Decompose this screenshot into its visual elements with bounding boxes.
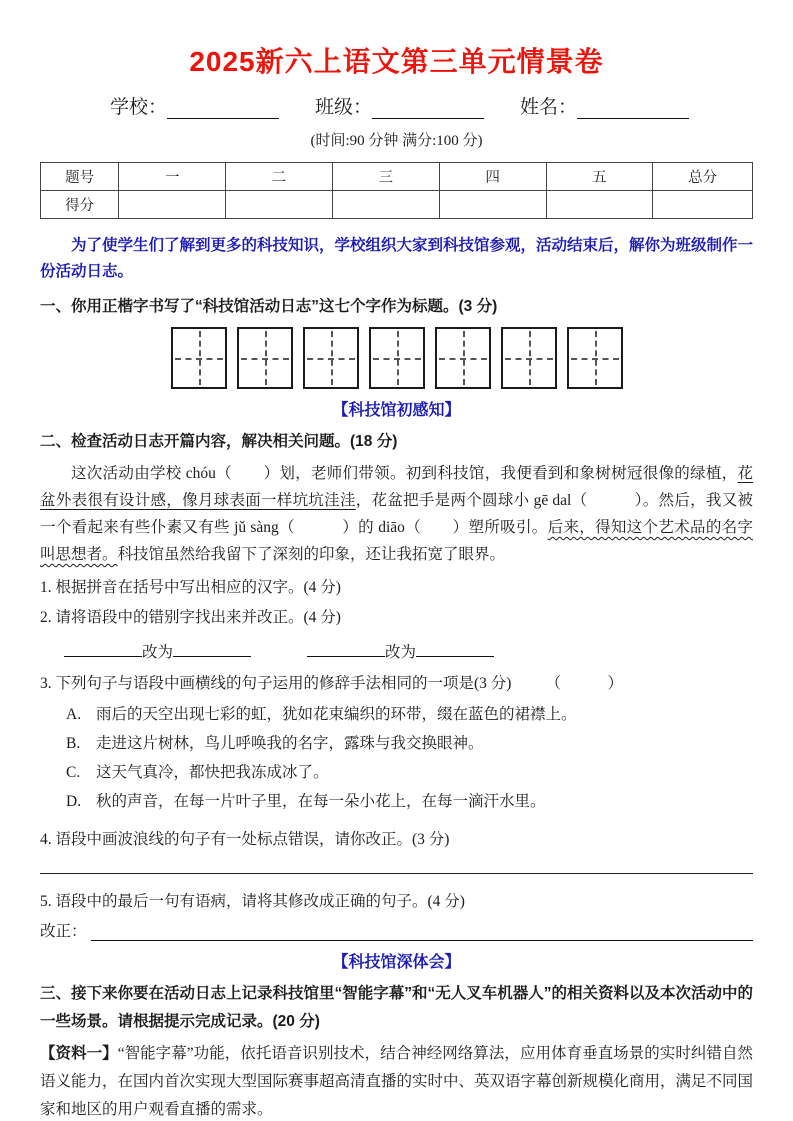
score-col-1: 一 (119, 163, 226, 191)
banner-deep-experience: 【科技馆深体会】 (332, 954, 461, 971)
exam-title: 2025新六上语文第三单元情景卷 (189, 46, 604, 77)
time-score-note: (时间:90 分钟 满分:100 分) (310, 133, 483, 149)
section-one-heading: 一、你用正楷字书写了“科技馆活动日志”这七个字作为标题。(3 分) (40, 298, 498, 315)
score-cell-4[interactable] (439, 191, 546, 219)
option-a-label: A. (66, 706, 82, 723)
question-3 (40, 670, 753, 697)
class-label: 班级： (314, 97, 372, 118)
passage-wavy-sentence: 后来，得知这个艺术品的名字叫思想者。 (40, 519, 754, 563)
correction-blank-2[interactable] (416, 639, 494, 657)
box-guide-horizontal (241, 358, 289, 360)
change-to-label-1: 改为 (142, 644, 174, 661)
correction-blank-1[interactable] (173, 639, 251, 657)
section-two-heading: 二、检查活动日志开篇内容，解决相关问题。(18 分) (40, 433, 398, 450)
correction-label: 改正： (40, 923, 87, 940)
score-cell-3[interactable] (332, 191, 439, 219)
score-table-header-row (41, 163, 753, 191)
section-three-heading: 三、接下来你要在活动日志上记录科技馆里“智能字幕”和“无人叉车机器人”的相关资料以及本次活动中的一些场景。请根据提示完成记录。(20 分) (40, 985, 754, 1030)
question-4-answer-line[interactable] (40, 873, 753, 874)
box-guide-horizontal (505, 358, 553, 360)
passage-underlined-sentence: 花盆外表很有设计感，像月球表面一样坑坑洼洼 (40, 465, 753, 509)
score-cell-total[interactable] (653, 191, 753, 219)
question-2-answer-row (64, 639, 753, 662)
school-field (110, 92, 279, 119)
writing-box[interactable] (303, 327, 359, 389)
name-label: 姓名： (519, 97, 577, 118)
option-d-text: 秋的声音，在每一片叶子里，在每一朵小花上，在每一滴汗水里。 (96, 793, 546, 810)
box-guide-horizontal (307, 358, 355, 360)
score-col-4: 四 (439, 163, 546, 191)
option-b-label: B. (66, 735, 81, 752)
question-1: 1. 根据拼音在括号中写出相应的汉字。(4 分) (40, 579, 341, 596)
question-5-answer-blank[interactable] (91, 921, 753, 941)
score-col-total: 总分 (653, 163, 753, 191)
class-field (315, 92, 484, 119)
typo-blank-2[interactable] (307, 639, 385, 657)
question-3-answer-paren[interactable]: （ ） (545, 675, 623, 692)
writing-box[interactable] (369, 327, 425, 389)
option-b-text: 走进这片树林，鸟儿呼唤我的名字，露珠与我交换眼神。 (96, 735, 484, 752)
material-one-paragraph (40, 1040, 753, 1121)
scenario-intro: 为了使学生们了解到更多的科技知识，学校组织大家到科技馆参观，活动结束后，解你为班级制作一份活动日志。 (40, 237, 754, 280)
option-d (66, 787, 753, 816)
score-col-5: 五 (546, 163, 653, 191)
material-one-text: “智能字幕”功能，依托语音识别技术，结合神经网络算法，应用体育垂直场景的实时纠错自然语义能力，在国内首次实现大型国际赛事超高清直播的实时中、英双语字幕创新规模化商用，满足不同国家和地区的用户观看直播的需求。 (40, 1045, 754, 1118)
score-cell-5[interactable] (546, 191, 653, 219)
option-b (66, 729, 753, 758)
banner-first-impression: 【科技馆初感知】 (332, 402, 461, 419)
student-info-row (40, 92, 753, 119)
option-c-text: 这天气真冷，都快把我冻成冰了。 (96, 764, 329, 781)
box-guide-horizontal (439, 358, 487, 360)
option-a (66, 700, 753, 729)
score-row-label: 得分 (41, 191, 119, 219)
question-3-text: 3. 下列句子与语段中画横线的句子运用的修辞手法相同的一项是(3 分) (40, 675, 512, 692)
writing-box[interactable] (501, 327, 557, 389)
typo-blank-1[interactable] (64, 639, 142, 657)
passage-part-1: 这次活动由学校 chóu（ ）划，老师们带领。初到科技馆，我便看到和象树树冠很像的绿植， (71, 465, 738, 482)
option-c-label: C. (66, 764, 81, 781)
score-cell-1[interactable] (119, 191, 226, 219)
score-table (40, 162, 753, 219)
writing-box[interactable] (237, 327, 293, 389)
option-a-text: 雨后的天空出现七彩的虹，犹如花束编织的环带，缀在蓝色的裙襟上。 (96, 706, 577, 723)
writing-box[interactable] (435, 327, 491, 389)
box-guide-horizontal (373, 358, 421, 360)
question-4: 4. 语段中画波浪线的句子有一处标点错误，请你改正。(3 分) (40, 831, 450, 848)
handwriting-boxes (40, 327, 753, 389)
score-table-score-row (41, 191, 753, 219)
school-label: 学校： (110, 97, 168, 118)
change-to-label-2: 改为 (385, 644, 417, 661)
material-one-label: 【资料一】 (40, 1045, 118, 1062)
score-col-2: 二 (226, 163, 333, 191)
writing-box[interactable] (567, 327, 623, 389)
class-blank[interactable] (372, 97, 484, 119)
school-blank[interactable] (167, 97, 279, 119)
passage-part-5: 科技馆虽然给我留下了深刻的印象，还让我拓宽了眼界。 (117, 546, 506, 563)
score-cell-2[interactable] (226, 191, 333, 219)
writing-box[interactable] (171, 327, 227, 389)
box-guide-horizontal (571, 358, 619, 360)
question-2: 2. 请将语段中的错别字找出来并改正。(4 分) (40, 609, 341, 626)
box-guide-horizontal (175, 358, 223, 360)
option-d-label: D. (66, 793, 82, 810)
score-table-corner: 题号 (41, 163, 119, 191)
name-blank[interactable] (577, 97, 689, 119)
name-field (520, 92, 689, 119)
option-c (66, 758, 753, 787)
reading-passage (40, 460, 753, 568)
passage-part-3: ，花盆把手是两个圆球小 gē dal（ ）。然后，我又被一个看起来有些仆素又有些 jǔ sàng（ ）的 diāo（ ）塑所吸引。 (40, 492, 753, 536)
question-5: 5. 语段中的最后一句有语病，请将其修改成正确的句子。(4 分) (40, 893, 465, 910)
score-col-3: 三 (332, 163, 439, 191)
question-5-answer-row (40, 919, 753, 941)
